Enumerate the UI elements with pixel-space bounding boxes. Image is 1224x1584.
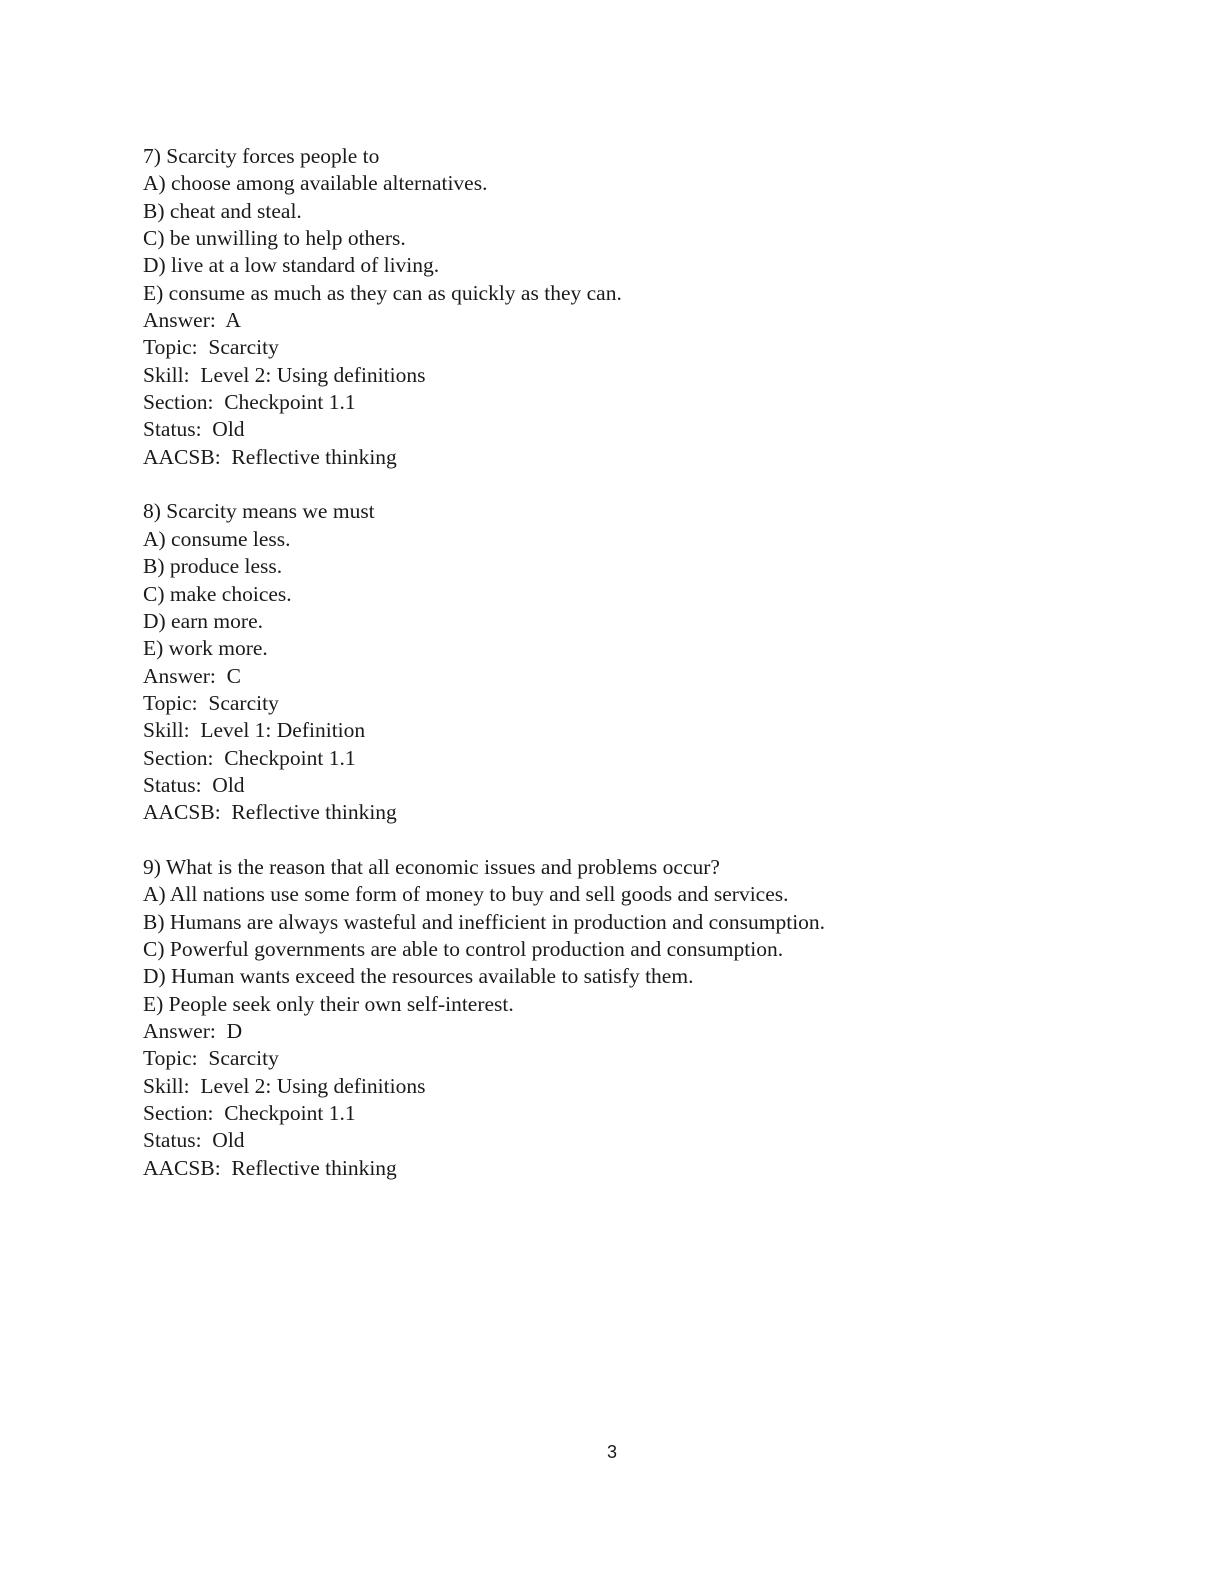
section-line: Section: Checkpoint 1.1 [143,745,356,770]
status-line: Status: Old [143,1128,245,1153]
option-a: A) choose among available alternatives. [143,171,488,196]
option-e: E) work more. [143,636,268,661]
option-d: D) Human wants exceed the resources available to satisfy them. [143,964,694,989]
question-9 [143,854,1103,1182]
status-line: Status: Old [143,772,245,797]
status-line: Status: Old [143,417,245,442]
option-c: C) Powerful governments are able to control production and consumption. [143,936,784,961]
topic-line: Topic: Scarcity [143,690,279,715]
option-b: B) produce less. [143,554,283,579]
aacsb-line: AACSB: Reflective thinking [143,444,397,469]
answer-line: Answer: C [143,663,241,688]
question-stem: 8) Scarcity means we must [143,499,375,524]
option-b: B) cheat and steal. [143,198,302,223]
skill-line: Skill: Level 1: Definition [143,718,366,743]
option-d: D) live at a low standard of living. [143,253,440,278]
section-line: Section: Checkpoint 1.1 [143,1101,356,1126]
question-8 [143,498,1103,826]
question-stem: 9) What is the reason that all economic issues and problems occur? [143,854,720,879]
question-7 [143,143,1103,471]
option-b: B) Humans are always wasteful and inefficient in production and consumption. [143,909,826,934]
page-number: 3 [606,1442,617,1462]
option-e: E) People seek only their own self-interest. [143,991,514,1016]
skill-line: Skill: Level 2: Using definitions [143,362,426,387]
option-a: A) All nations use some form of money to buy and sell goods and services. [143,882,789,907]
answer-line: Answer: A [143,308,241,333]
topic-line: Topic: Scarcity [143,1046,279,1071]
section-line: Section: Checkpoint 1.1 [143,390,356,415]
option-c: C) be unwilling to help others. [143,226,406,251]
aacsb-line: AACSB: Reflective thinking [143,800,397,825]
option-e: E) consume as much as they can as quickly as they can. [143,280,622,305]
option-a: A) consume less. [143,526,291,551]
option-c: C) make choices. [143,581,292,606]
answer-line: Answer: D [143,1019,243,1043]
skill-line: Skill: Level 2: Using definitions [143,1073,426,1098]
option-d: D) earn more. [143,608,263,633]
topic-line: Topic: Scarcity [143,335,279,360]
question-stem: 7) Scarcity forces people to [143,144,380,168]
aacsb-line: AACSB: Reflective thinking [143,1155,397,1180]
question-list [143,143,1103,1209]
